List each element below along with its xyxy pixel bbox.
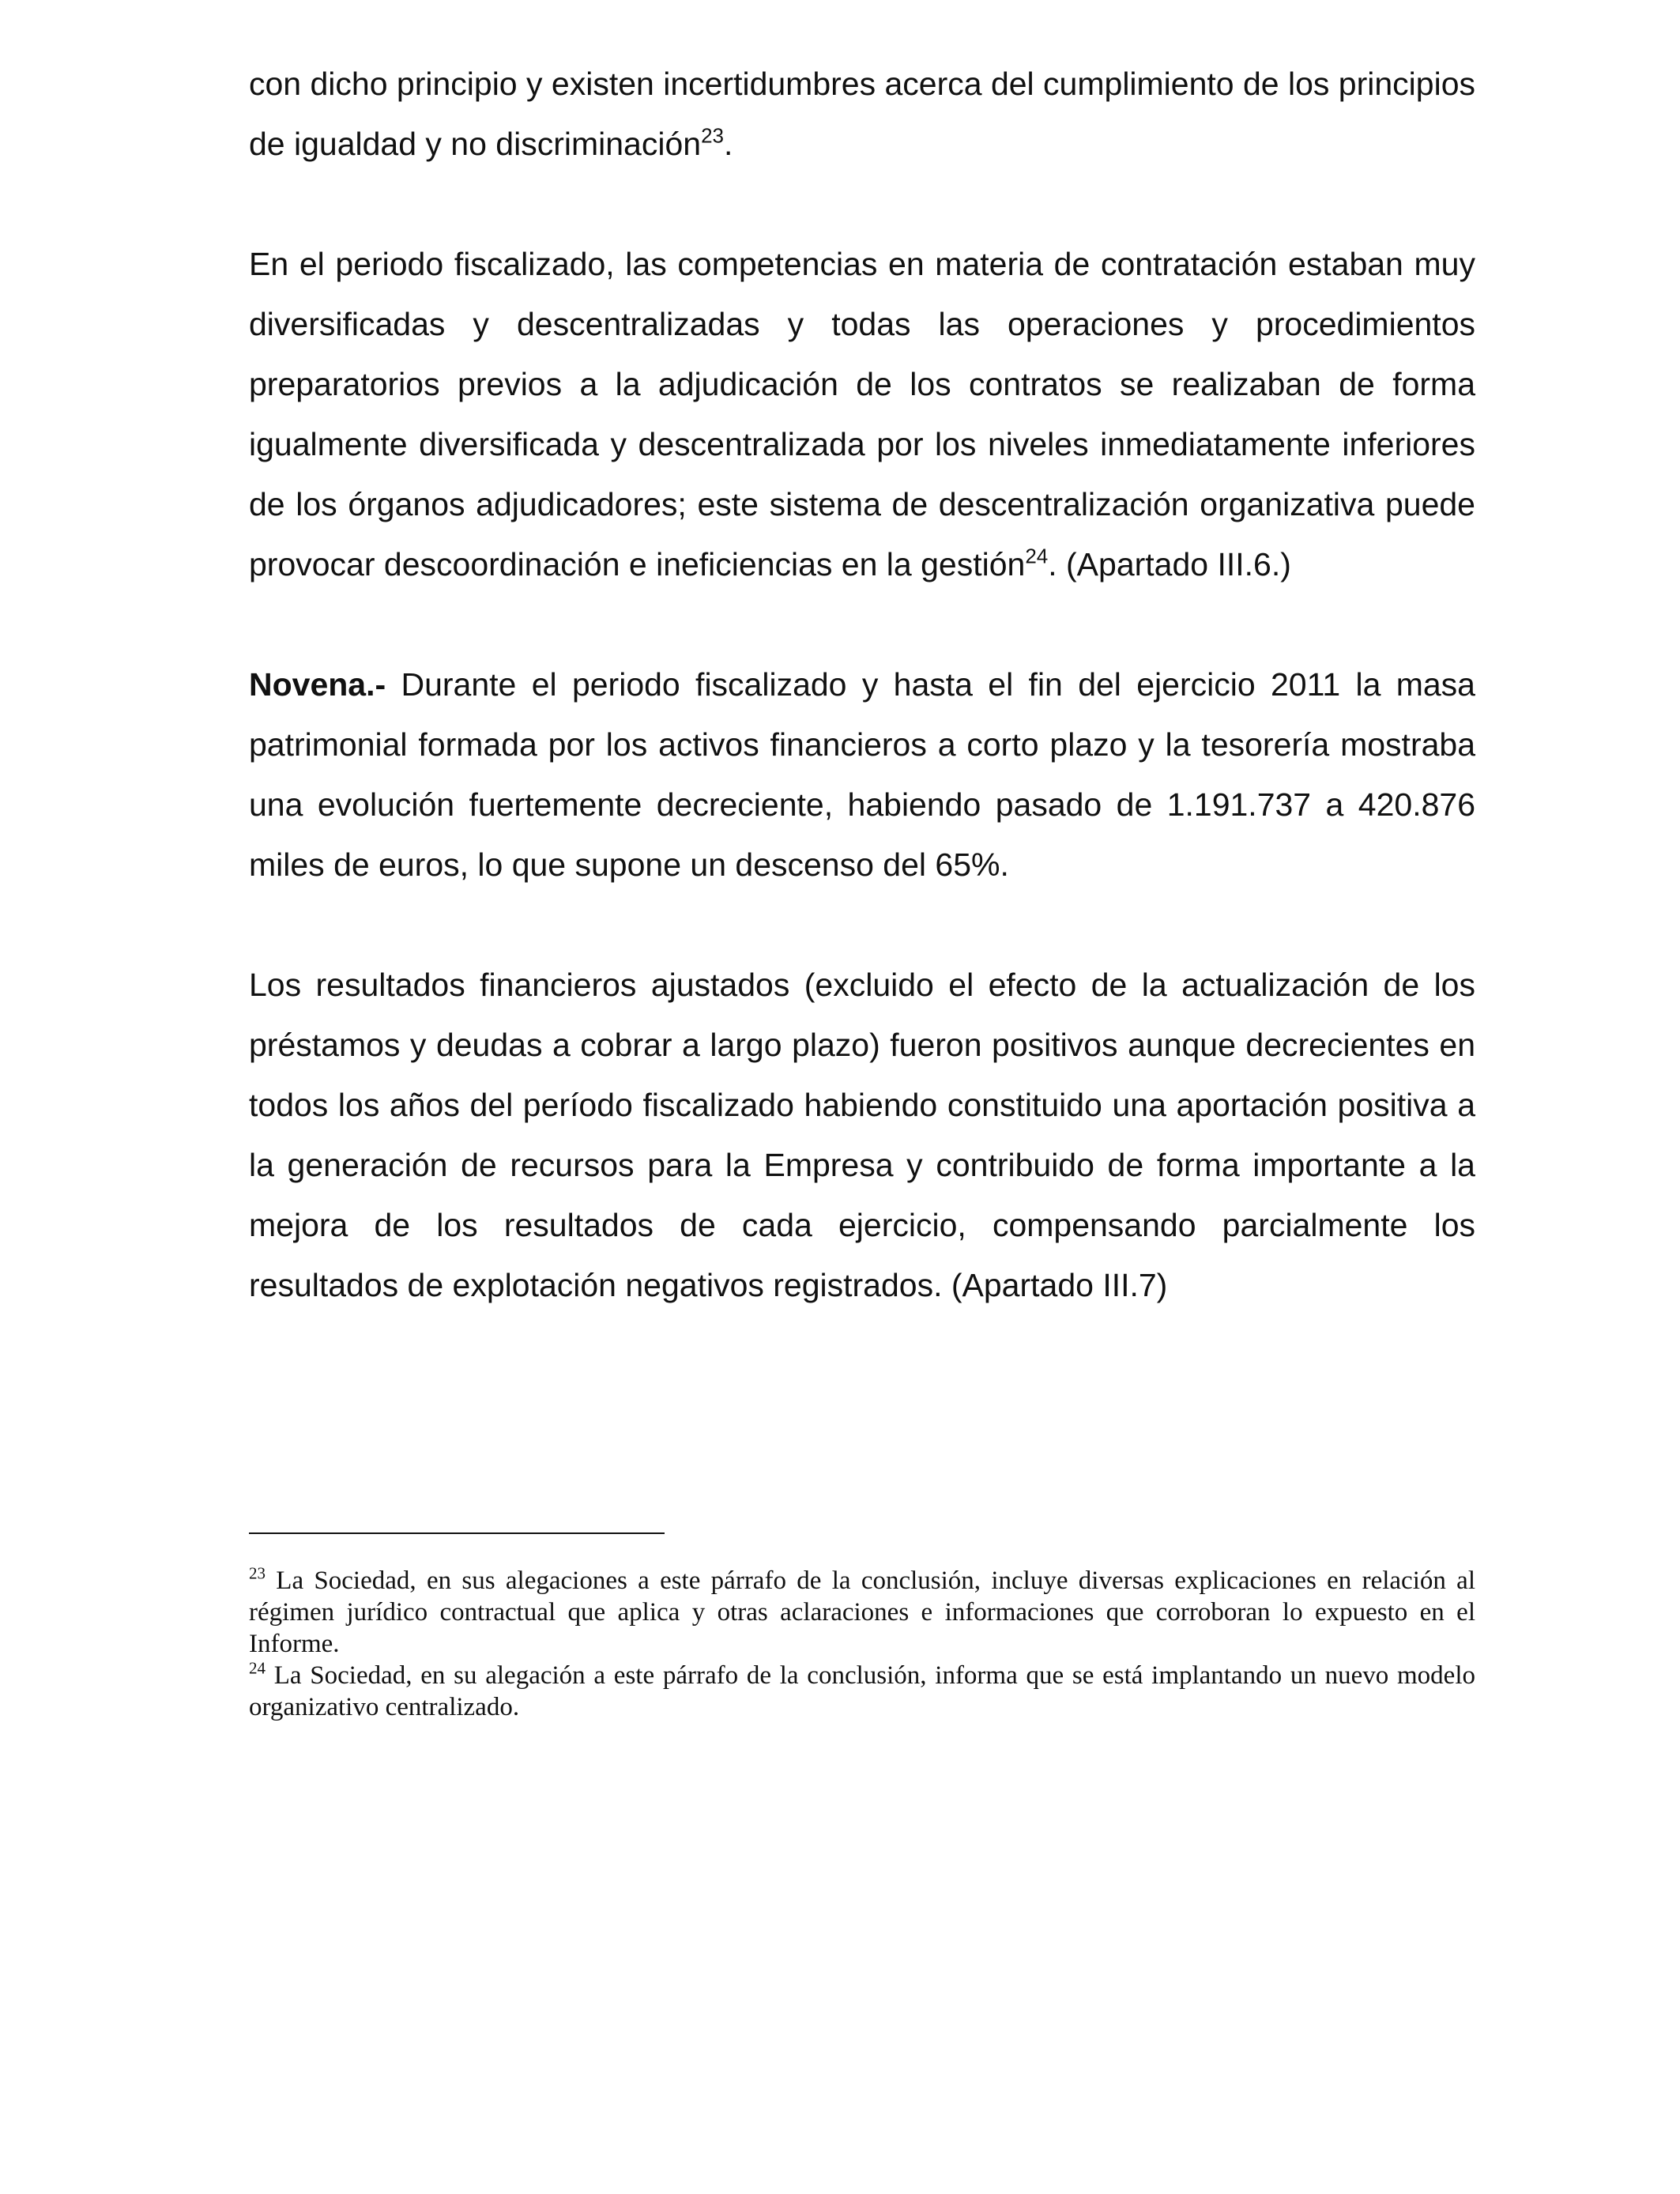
paragraph-text: En el periodo fiscalizado, las competencias en materia de contratación estaban muy diversificadas y descentralizadas y todas las operaciones y procedimientos preparatorios previos a la adjudicación de los contratos se realizaban de forma igualmente diversificada y descentralizada por los niveles inmediatamente inferiores de los órganos adjudicadores; este sistema de descentralización organizativa puede provocar descoordinación e ineficiencias en la gestión <box>249 246 1475 582</box>
footnote-23 <box>249 1565 1475 1660</box>
footnote-24 <box>249 1660 1475 1723</box>
paragraph-text-end: . <box>723 126 733 162</box>
footnote-separator <box>249 1532 665 1534</box>
conclusion-heading: Novena.- <box>249 666 386 703</box>
main-text <box>249 54 1475 1315</box>
footnote-text: La Sociedad, en sus alegaciones a este párrafo de la conclusión, incluye diversas explicaciones en relación al régimen jurídico contractual que aplica y otras aclaraciones e informaciones que corroboran lo expuesto en el Informe. <box>249 1566 1475 1658</box>
paragraph-continuation <box>249 54 1475 174</box>
paragraph-resultados <box>249 955 1475 1315</box>
footnote-number: 23 <box>249 1563 266 1583</box>
paragraph-text: Durante el periodo fiscalizado y hasta el fin del ejercicio 2011 la masa patrimonial formada por los activos financieros a corto plazo y la tesorería mostraba una evolución fuertemente decreciente, habiendo pasado de 1.191.737 a 420.876 miles de euros, lo que supone un descenso del 65%. <box>249 666 1475 883</box>
footnotes <box>249 1565 1475 1723</box>
paragraph-competencias <box>249 234 1475 594</box>
footnote-reference-23[interactable]: 23 <box>701 123 724 148</box>
footnote-number: 24 <box>249 1658 266 1678</box>
paragraph-novena <box>249 654 1475 895</box>
footnote-text: La Sociedad, en su alegación a este párrafo de la conclusión, informa que se está implantando un nuevo modelo organizativo centralizado. <box>249 1661 1475 1721</box>
paragraph-text-end: . (Apartado III.6.) <box>1048 546 1291 582</box>
footnote-reference-24[interactable]: 24 <box>1025 544 1049 568</box>
paragraph-text: Los resultados financieros ajustados (excluido el efecto de la actualización de los préstamos y deudas a cobrar a largo plazo) fueron positivos aunque decrecientes en todos los años del período fiscalizado habiendo constituido una aportación positiva a la generación de recursos para la Empresa y contribuido de forma importante a la mejora de los resultados de cada ejercicio, compensando parcialmente los resultados de explotación negativos registrados. (Apartado III.7) <box>249 967 1475 1303</box>
paragraph-text: con dicho principio y existen incertidumbres acerca del cumplimiento de los principios de igualdad y no discriminación <box>249 66 1475 162</box>
